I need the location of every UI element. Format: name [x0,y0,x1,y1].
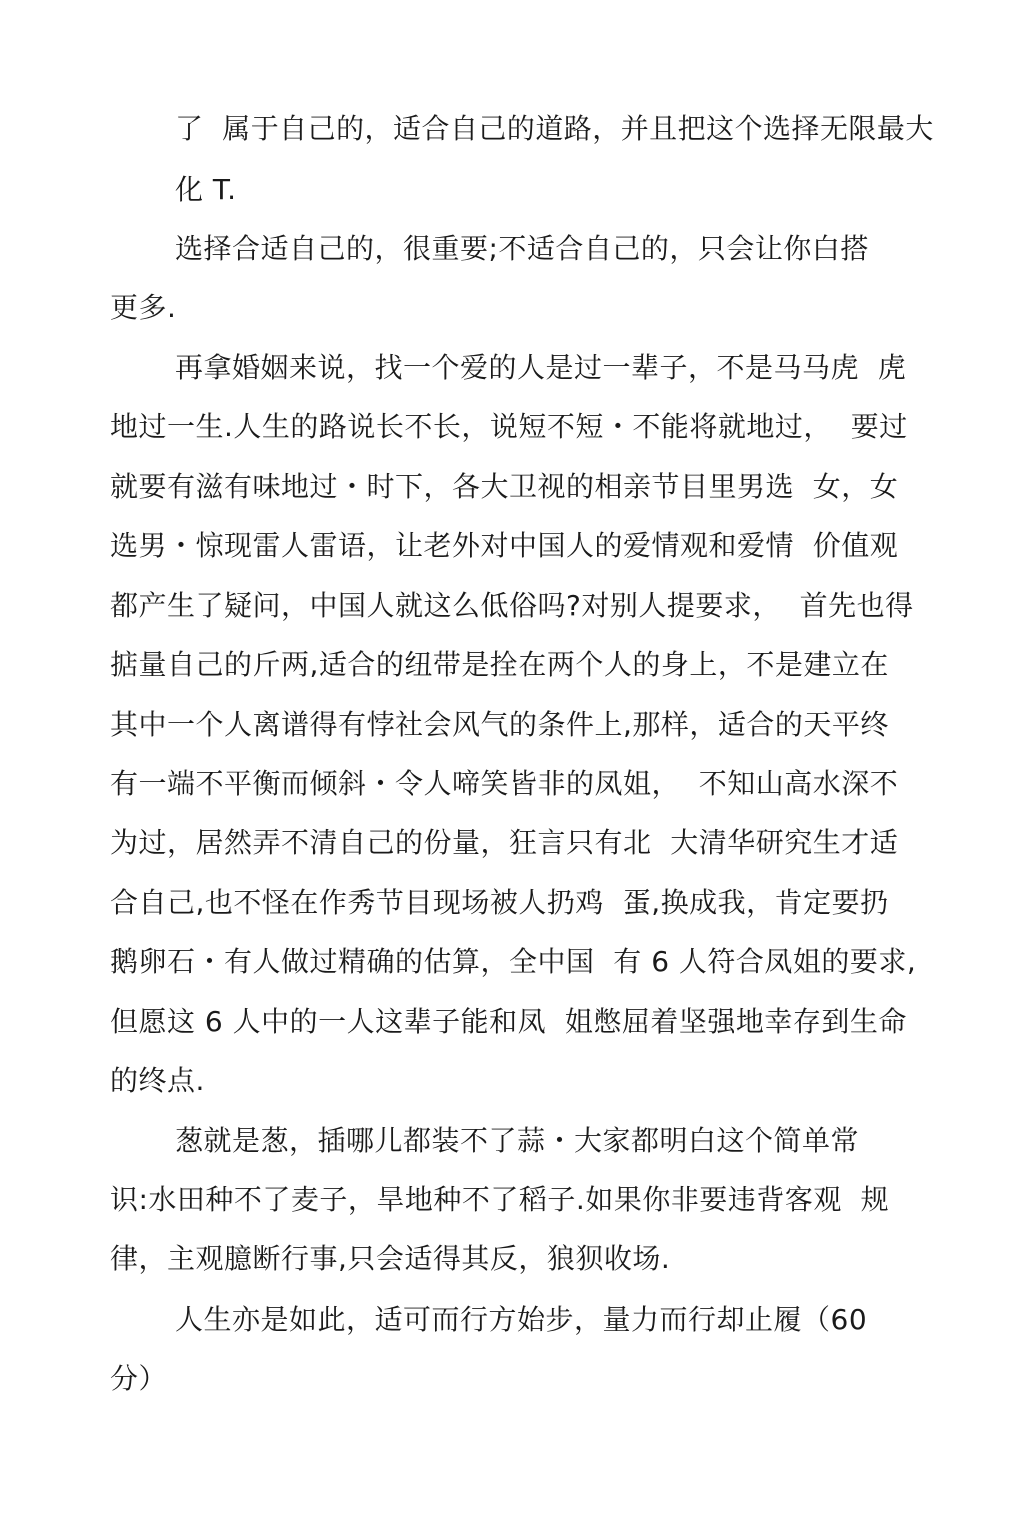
text-line: 掂量自己的斤两,适合的纽带是拴在两个人的身上，不是建立在 [110,648,889,681]
text-line: 合自己,也不怪在作秀节目现场被人扔鸡 蛋,换成我，肯定要扔 [110,886,889,919]
text-line: 有一端不平衡而倾斜・令人啼笑皆非的凤姐， 不知山高水深不 [110,767,899,800]
text-line: 更多. [110,291,177,324]
text-line: 但愿这 6 人中的一人这辈子能和凤 姐憋屈着坚强地幸存到生命 [110,1005,907,1038]
text-line: 葱就是葱，插哪儿都装不了蒜・大家都明白这个简单常 [175,1124,860,1157]
text-line: 选男・惊现雷人雷语，让老外对中国人的爱情观和爱情 价值观 [110,529,899,562]
text-line: 选择合适自己的，很重要;不适合自己的，只会让你白搭 [175,232,869,265]
text-line: 地过一生.人生的路说长不长，说短不短・不能将就地过， 要过 [110,410,908,443]
text-line: 为过，居然弄不清自己的份量，狂言只有北 大清华研究生才适 [110,826,899,859]
text-line: 再拿婚姻来说，找一个爱的人是过一辈子，不是马马虎 虎 [175,351,907,384]
text-line: 的终点. [110,1064,205,1097]
text-line: 律，主观臆断行事,只会适得其反，狼狈收场. [110,1242,671,1275]
text-line: 人生亦是如此，适可而行方始步，量力而行却止履（60 [175,1303,868,1336]
text-line: 化 T. [175,173,237,206]
text-line: 分） [110,1362,168,1395]
text-line: 识:水田种不了麦子，旱地种不了稻子.如果你非要违背客观 规 [110,1183,890,1216]
text-line: 都产生了疑问，中国人就这么低俗吗?对别人提要求， 首先也得 [110,589,914,622]
text-line: 其中一个人离谱得有悖社会风气的条件上,那样，适合的天平终 [110,708,889,741]
text-line: 就要有滋有味地过・时下，各大卫视的相亲节目里男选 女，女 [110,470,899,503]
text-line: 鹅卵石・有人做过精确的估算，全中国 有 6 人符合凤姐的要求, [110,945,917,978]
text-line: 了 属于自己的，适合自己的道路，并且把这个选择无限最大 [175,112,934,145]
